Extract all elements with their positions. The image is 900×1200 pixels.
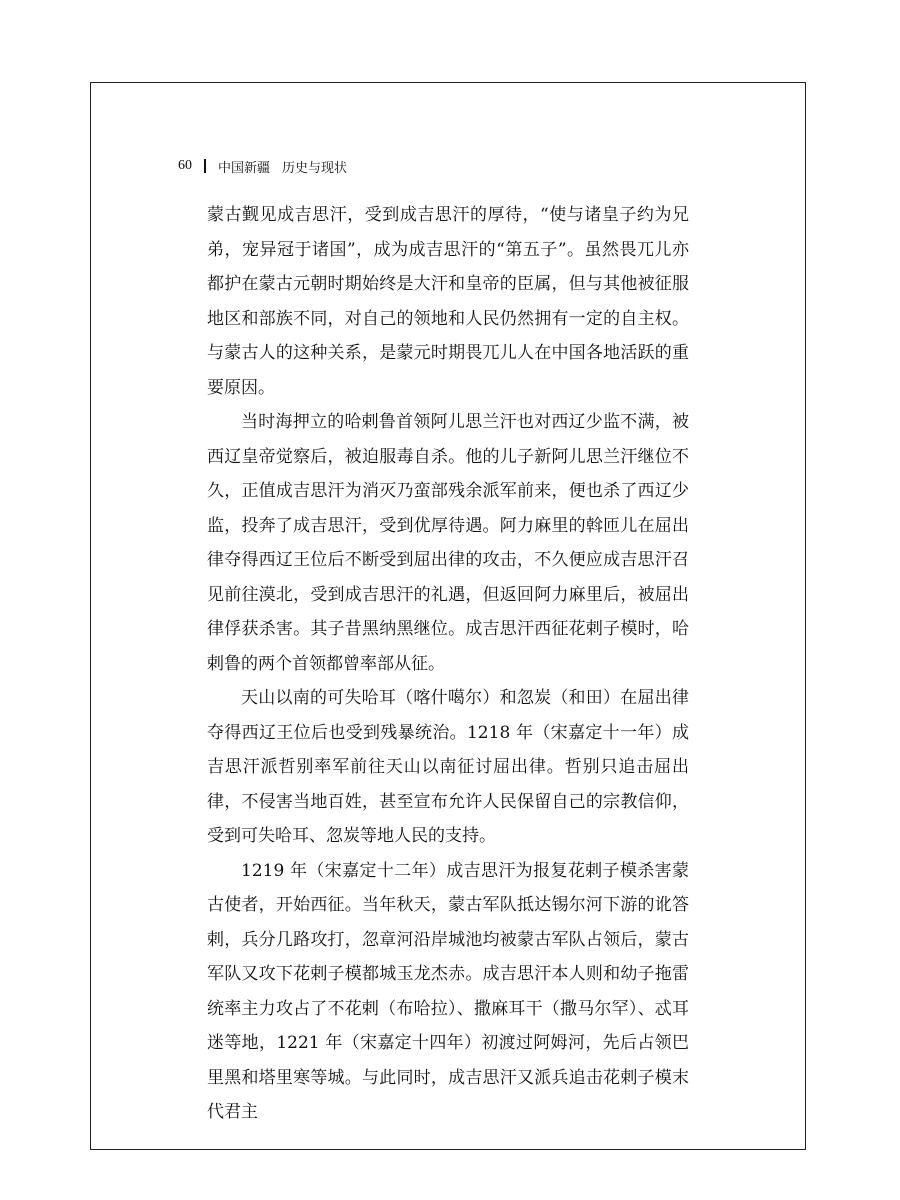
paragraph-1: 蒙古觐见成吉思汗，受到成吉思汗的厚待，“使与诸皇子约为兄弟，宠异冠于诸国”，成为成吉思汗的“第五子”。虽然畏兀儿亦都护在蒙古元朝时期始终是大汗和皇帝的臣属，但与其他被征服地区和部族不同，对自己的领地和人民仍然拥有一定的自主权。与蒙古人的这种关系，是蒙元时期畏兀儿人在中国各地活跃的重要原因。 <box>207 205 689 398</box>
paragraph-3: 天山以南的可失哈耳（喀什噶尔）和忽炭（和田）在屈出律夺得西辽王位后也受到残暴统治。1218 年（宋嘉定十一年）成吉思汗派哲别率军前往天山以南征讨屈出律。哲别只追击屈出律，不侵害当地百姓，甚至宣布允许人民保留自己的宗教信仰，受到可失哈耳、忽炭等地人民的支持。 <box>207 688 689 846</box>
book-title: 中国新疆 <box>218 160 271 176</box>
header-divider <box>204 159 206 173</box>
page-number: 60 <box>178 158 192 173</box>
body-text <box>207 198 689 1130</box>
chapter-title: 历史与现状 <box>282 160 348 176</box>
running-header <box>178 156 347 176</box>
paragraph-4: 1219 年（宋嘉定十二年）成吉思汗为报复花剌子模杀害蒙古使者，开始西征。当年秋天，蒙古军队抵达锡尔河下游的讹答剌，兵分几路攻打，忽章河沿岸城池均被蒙古军队占领后，蒙古军队又攻下花剌子模都城玉龙杰赤。成吉思汗本人则和幼子拖雷统率主力攻占了不花剌（布哈拉）、撒麻耳干（撒马尔罕）、忒耳迷等地，1221 年（宋嘉定十四年）初渡过阿姆河，先后占领巴里黑和塔里寒等城。与此同时，成吉思汗又派兵追击花剌子模末代君主 <box>207 860 689 1122</box>
paragraph-2: 当时海押立的哈剌鲁首领阿儿思兰汗也对西辽少监不满，被西辽皇帝觉察后，被迫服毒自杀。他的儿子新阿儿思兰汗继位不久，正值成吉思汗为消灭乃蛮部残余派军前来，便也杀了西辽少监，投奔了成吉思汗，受到优厚待遇。阿力麻里的斡匝儿在屈出律夺得西辽王位后不断受到屈出律的攻击，不久便应成吉思汗召见前往漠北，受到成吉思汗的礼遇，但返回阿力麻里后，被屈出律俘获杀害。其子昔黑纳黑继位。成吉思汗西征花剌子模时，哈剌鲁的两个首领都曾率部从征。 <box>207 412 689 674</box>
